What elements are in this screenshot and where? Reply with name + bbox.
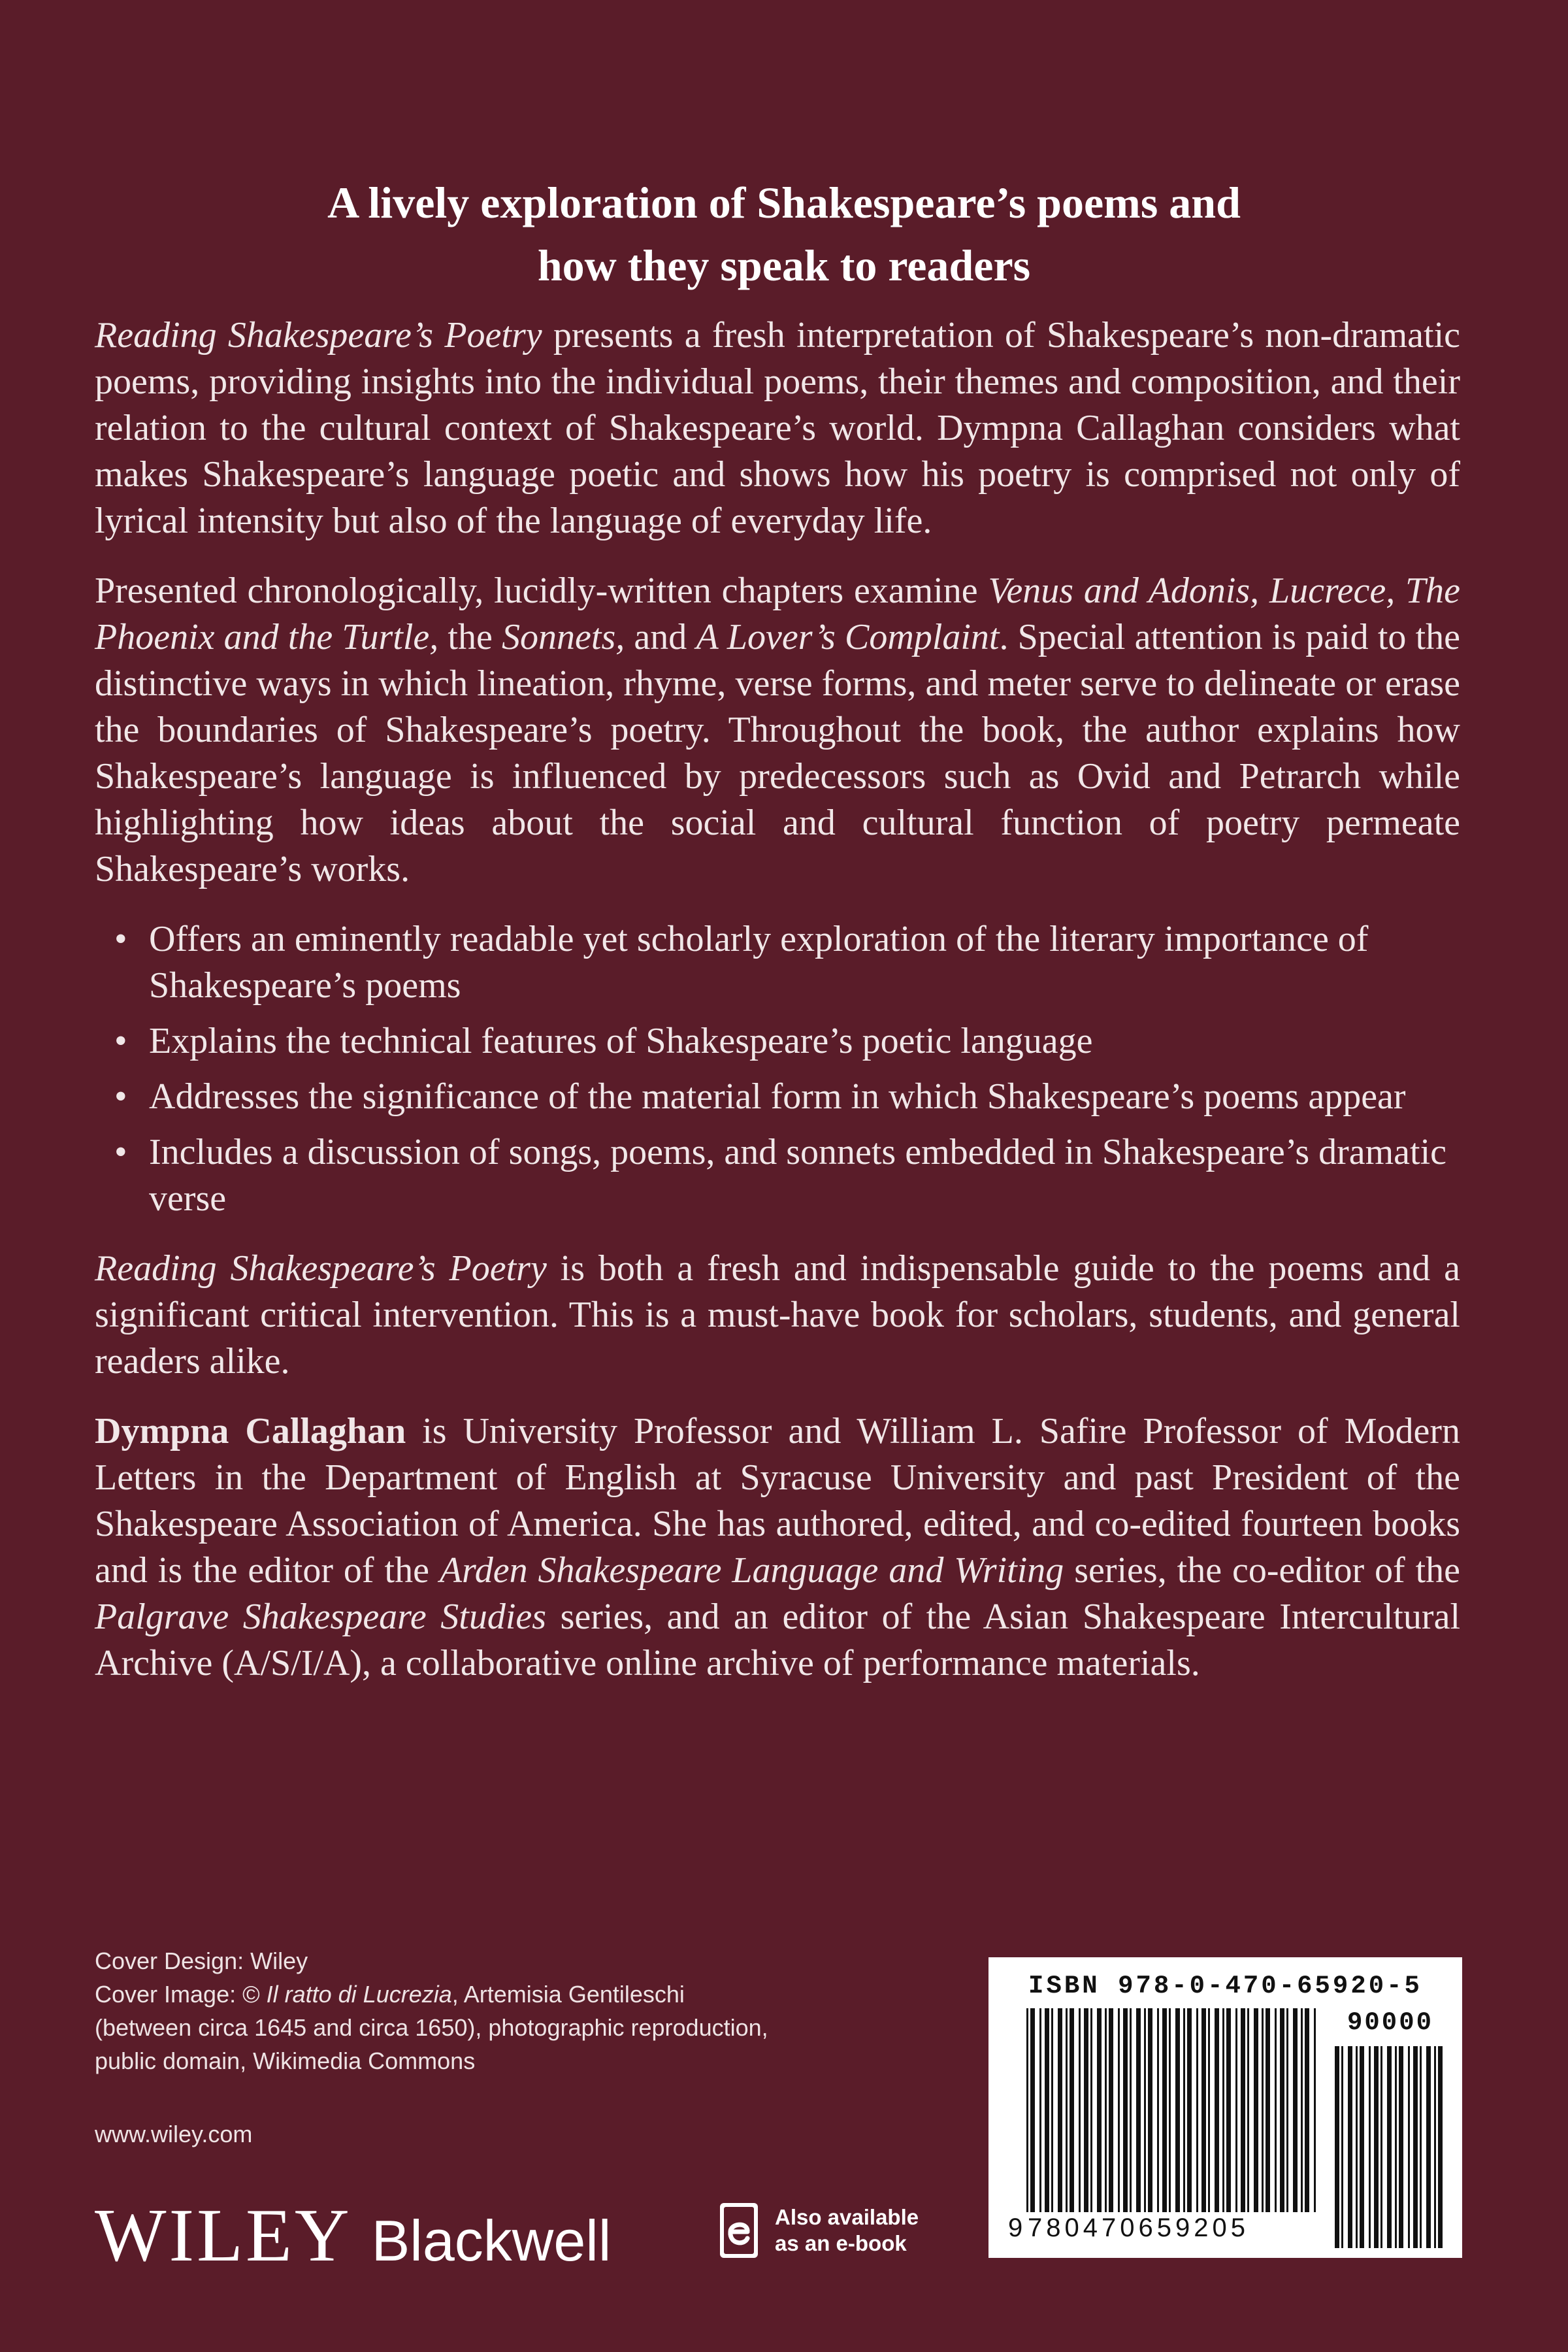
author-bio: [95, 1408, 1460, 1687]
barcode-bar: [1157, 2008, 1159, 2212]
chapters-text-2: the: [438, 617, 502, 657]
barcode-bar: [1226, 2008, 1231, 2212]
list-item: • Includes a discussion of songs, poems, and sonnets embedded in Shakespeare’s dramatic verse: [95, 1129, 1460, 1222]
barcode-bar: [1130, 2008, 1132, 2212]
e-book-icon: [719, 2202, 759, 2259]
barcode-bar: [1066, 2008, 1068, 2212]
author-italic-1: Arden Shakespeare Language and Writing: [439, 1550, 1064, 1591]
chapters-text-1: Presented chronologically, lucidly-written chapters examine: [95, 571, 988, 611]
cover-image-credit-line-3: (between circa 1645 and circa 1650), photographic reproduction,: [95, 2014, 768, 2041]
chapters-text-3: and: [625, 617, 696, 657]
barcode-bar: [1215, 2008, 1219, 2212]
price-code: 90000: [1347, 2008, 1434, 2037]
barcode-bar: [1305, 2008, 1309, 2212]
intro-paragraph: [95, 312, 1460, 544]
barcode-bar: [1045, 2008, 1049, 2212]
barcode-bar: [1196, 2008, 1198, 2212]
headline-line-1: A lively exploration of Shakespeare’s poems and: [327, 178, 1241, 227]
barcode-bar: [1438, 2046, 1443, 2248]
ebook-notice: [719, 2199, 919, 2262]
chapters-italic-3: A Lover’s Complaint: [696, 617, 1000, 657]
barcode-bar: [1183, 2008, 1185, 2212]
ebook-line-1: Also available: [775, 2205, 919, 2229]
barcode-bar: [1395, 2046, 1397, 2248]
barcode-bar: [1201, 2008, 1206, 2212]
barcode-bar: [1175, 2008, 1180, 2212]
barcode-bar: [1241, 2008, 1245, 2212]
barcode-bar: [1314, 2008, 1316, 2212]
closing-text: is both a fresh and indispensable guide to the poems and a significant critical intervention. This is a must-have book for scholars, students, and general readers alike.: [95, 1248, 1460, 1382]
barcode-bar: [1262, 2008, 1264, 2212]
ebook-line-2: as an e-book: [775, 2231, 907, 2255]
barcode-bar: [1341, 2046, 1343, 2248]
cover-design-credit: Cover Design: Wiley: [95, 1947, 308, 1974]
barcode-bar: [1030, 2008, 1035, 2212]
barcode-bar: [1380, 2046, 1382, 2248]
chapters-italic-1: Venus and Adonis, Lucrece, The Phoenix and the Turtle,: [95, 571, 1460, 657]
barcode-bar: [1026, 2008, 1028, 2212]
list-item: • Offers an eminently readable yet scholarly exploration of the literary importance of Shakespeare’s poems: [95, 916, 1460, 1009]
barcode-bar: [1084, 2008, 1088, 2212]
barcode-bar: [1079, 2008, 1081, 2212]
publisher-logo: [95, 2193, 612, 2277]
barcode-bar: [1275, 2008, 1277, 2212]
intro-text: presents a fresh interpretation of Shakespeare’s non-dramatic poems, providing insights into the individual poems, their themes and composition, and their relation to the cultural context of Shakespeare’s world. Dympna Callaghan considers what makes Shakespeare’s language poetic and shows how his poetry is comprised not only of lyrical intensity but also of the language of everyday life.: [95, 315, 1460, 541]
cover-credits: [95, 1944, 879, 2078]
barcode-bar: [1039, 2008, 1041, 2212]
barcode-bar: [1247, 2008, 1249, 2212]
barcode-bar: [1148, 2008, 1152, 2212]
author-italic-2: Palgrave Shakespeare Studies: [95, 1597, 547, 1637]
barcode-bar: [1123, 2008, 1128, 2212]
barcode-bar: [1090, 2008, 1092, 2212]
chapters-paragraph: [95, 568, 1460, 893]
list-item: • Explains the technical features of Shakespeare’s poetic language: [95, 1018, 1460, 1065]
barcode-bar: [1426, 2046, 1431, 2248]
isbn-number: ISBN 978-0-470-65920-5: [1028, 1972, 1422, 2000]
barcode-lead-digit: 9: [1008, 2213, 1023, 2242]
book-title: Reading Shakespeare’s Poetry: [95, 1248, 547, 1289]
cover-image-title: Il ratto di Lucrezia: [266, 1981, 452, 2008]
closing-paragraph: [95, 1246, 1460, 1385]
barcode-bar: [1356, 2046, 1358, 2248]
barcode-bar: [1286, 2008, 1288, 2212]
barcode-bar: [1118, 2008, 1120, 2212]
barcode-bar: [1434, 2046, 1436, 2248]
blackwell-wordmark: Blackwell: [371, 2208, 612, 2273]
author-text-1: is University Professor and William L. Safire Professor of Modern Letters in the Department of English at Syracuse University and past President of the Shakespeare Association of America. She has authored, edited, and co-edited fourteen books and is the editor of the: [95, 1411, 1461, 1591]
publisher-url[interactable]: www.wiley.com: [95, 2121, 253, 2147]
barcode-bar: [1169, 2008, 1171, 2212]
wiley-wordmark: WILEY: [95, 2194, 352, 2277]
barcode-bar: [1162, 2008, 1167, 2212]
barcode-digits: 780470659205: [1028, 2213, 1249, 2242]
barcode-bar: [1097, 2008, 1102, 2212]
barcode-bar: [1399, 2046, 1403, 2248]
barcode-bar: [1348, 2046, 1352, 2248]
barcode-bar: [1420, 2046, 1422, 2248]
barcode-bar: [1408, 2046, 1410, 2248]
barcode-bar: [1208, 2008, 1210, 2212]
description: [95, 312, 1460, 1710]
barcode-bar: [1254, 2008, 1258, 2212]
barcode-bar: [1058, 2008, 1062, 2212]
barcode-bar: [1266, 2008, 1270, 2212]
barcode-bar: [1374, 2046, 1379, 2248]
barcode-bar: [1293, 2008, 1298, 2212]
barcode-bar: [1369, 2046, 1371, 2248]
barcode-bar: [1051, 2008, 1053, 2212]
headline: [118, 171, 1450, 297]
feature-list: [95, 916, 1460, 1222]
chapters-italic-2: Sonnets,: [502, 617, 625, 657]
barcode-bar: [1105, 2008, 1107, 2212]
barcode-bar: [1280, 2008, 1284, 2212]
barcode-bar: [1144, 2008, 1146, 2212]
author-name: Dympna Callaghan: [95, 1411, 406, 1451]
barcode-bar: [1070, 2008, 1074, 2212]
barcode-bar: [1109, 2008, 1113, 2212]
barcode-bar: [1387, 2046, 1392, 2248]
cover-image-artist: , Artemisia Gentileschi: [451, 1981, 685, 2008]
cover-image-credit: [95, 1978, 879, 2011]
book-title: Reading Shakespeare’s Poetry: [95, 315, 542, 356]
cover-image-prefix: Cover Image: ©: [95, 1981, 267, 2008]
barcode-bar: [1187, 2008, 1192, 2212]
barcode-bar: [1335, 2046, 1339, 2248]
barcode-bar: [1136, 2008, 1141, 2212]
barcode-bar: [1235, 2008, 1237, 2212]
author-text-3: series, and an editor of the Asian Shakespeare Intercultural Archive (A/S/I/A), a collaborative online archive of performance materials.: [95, 1597, 1460, 1683]
headline-line-2: how they speak to readers: [537, 240, 1031, 290]
barcode-bars: [988, 1957, 1462, 2258]
ebook-text: [775, 2204, 919, 2257]
author-text-2: series, the co-editor of the: [1064, 1550, 1461, 1591]
barcode-bar: [1301, 2008, 1303, 2212]
barcode-bar: [1360, 2046, 1364, 2248]
barcode: [988, 1957, 1462, 2258]
chapters-text-4: . Special attention is paid to the distinctive ways in which lineation, rhyme, verse forms, and meter serve to delineate or erase the boundaries of Shakespeare’s poetry. Throughout the book, the author explains how Shakespeare’s language is influenced by predecessors such as Ovid and Petrarch while highlighting how ideas about the social and cultural function of poetry permeate Shakespeare’s works.: [95, 617, 1461, 889]
barcode-bar: [1413, 2046, 1418, 2248]
list-item: • Addresses the significance of the material form in which Shakespeare’s poems appear: [95, 1074, 1460, 1120]
cover-image-credit-line-4: public domain, Wikimedia Commons: [95, 2047, 476, 2074]
barcode-bar: [1222, 2008, 1224, 2212]
